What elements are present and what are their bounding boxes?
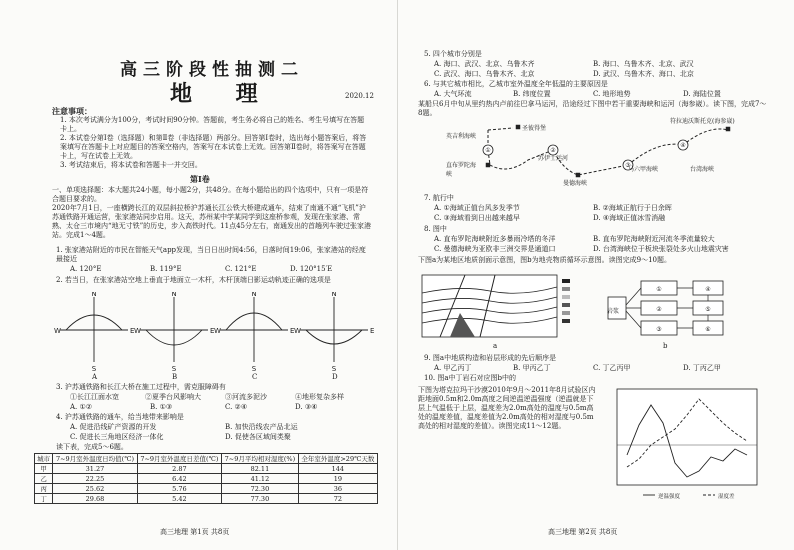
rock-cycle-figure <box>603 275 733 340</box>
q1-option-b[interactable]: B. 119°E <box>150 265 182 273</box>
table-cell: 22.25 <box>53 474 137 484</box>
table-header-row <box>35 454 378 464</box>
map-label-suez: 苏伊士运河 <box>538 155 569 162</box>
q8-option-a[interactable]: A. 直布罗陀海峡附近多暴雨冷塔的冬洋 <box>434 235 556 243</box>
svg-text:②: ② <box>656 306 662 313</box>
table-row <box>35 484 378 494</box>
chart-legend-inversion: 逆温强度 <box>658 494 681 500</box>
svg-text:N: N <box>171 292 177 298</box>
q7-option-b[interactable]: B. ②海域正航行于日余晖 <box>593 204 672 212</box>
svg-text:E: E <box>370 327 375 335</box>
q7-option-a[interactable]: A. ①海域正值台风多发季节 <box>434 204 520 212</box>
map-label-english-channel: 英吉利海峡 <box>446 133 477 140</box>
climate-table <box>34 453 378 504</box>
q3-option-d[interactable]: D. ③④ <box>295 403 318 411</box>
q6-option-b[interactable]: B. 纬度位置 <box>513 90 551 98</box>
table-cell: 31.27 <box>53 464 137 474</box>
q1-option-c[interactable]: C. 121°E <box>225 265 257 273</box>
table-cell: 19 <box>298 474 377 484</box>
table-header: 7~9月室外温度日均值(℃) <box>53 454 137 464</box>
q6-option-c[interactable]: C. 地形地势 <box>593 90 631 98</box>
table-cell: 72.30 <box>222 484 299 494</box>
svg-text:S: S <box>91 365 97 372</box>
q8-option-c[interactable]: C. 曼德海峡为亚欧非三洲交界是通道口 <box>434 245 556 253</box>
question-5: 5. 四个城市分别是 <box>424 50 482 58</box>
section-title: 第Ⅰ卷 <box>190 174 210 184</box>
svg-text:W: W <box>54 327 61 335</box>
svg-text:⑥: ⑥ <box>705 326 711 333</box>
svg-text:W: W <box>294 327 301 335</box>
table-cell: 77.30 <box>222 494 299 504</box>
table-cell: 甲 <box>35 464 53 474</box>
q3-option-a[interactable]: A. ①② <box>70 403 93 411</box>
q8-option-b[interactable]: B. 直布罗陀海峡附近河流冬季流量较大 <box>593 235 715 243</box>
table-row <box>35 494 378 504</box>
exam-subject: 地 理 <box>170 81 276 107</box>
note-2: 2. 本试卷分第Ⅰ卷（选择题）和第Ⅱ卷（非选择题）两部分。回答第Ⅰ卷时，选出每小题答案后，将答案填写在答题卡上对应题目的答案空格内，答案写在本试卷上无效。回答第Ⅱ卷时，将答案写在答题卡上，写在试卷上无效。 <box>60 134 367 160</box>
svg-text:④: ④ <box>680 142 686 149</box>
map-label-taiwan: 台湾海峡 <box>690 166 715 173</box>
q1-option-a[interactable]: A. 120°E <box>70 265 102 273</box>
svg-text:W: W <box>134 327 141 335</box>
svg-text:N: N <box>251 292 257 298</box>
q1-option-d[interactable]: D. 120°15′E <box>290 265 333 273</box>
q9-option-a[interactable]: A. 甲乙丙丁 <box>434 364 472 372</box>
svg-text:N: N <box>331 292 337 298</box>
q6-option-a[interactable]: A. 大气环流 <box>434 90 472 98</box>
svg-text:③: ③ <box>625 162 631 169</box>
table-header: 全年室外温度>29℃天数 <box>298 454 377 464</box>
q4-option-d[interactable]: D. 促使各区域间类聚 <box>225 433 291 441</box>
table-cell: 丁 <box>35 494 53 504</box>
table-cell: 2.87 <box>137 464 221 474</box>
table-intro: 读下表，完成5～6题。 <box>56 443 128 451</box>
table-cell: 5.76 <box>137 484 221 494</box>
question-8: 8. 图中 <box>424 225 447 233</box>
svg-text:E: E <box>210 327 215 335</box>
question-6: 6. 与其它城市相比，乙城市室外温度全年低温的主要原因是 <box>424 80 608 88</box>
q8-option-d[interactable]: D. 台湾海峡位于板块张裂处多火山地震灾害 <box>593 245 729 253</box>
shipping-route-map <box>428 120 773 192</box>
svg-text:①: ① <box>485 147 491 154</box>
figure-b-label: b <box>663 342 668 350</box>
table-cell: 丙 <box>35 484 53 494</box>
svg-text:W: W <box>214 327 221 335</box>
table-cell: 6.42 <box>137 474 221 484</box>
exam-date: 2020.12 <box>345 92 374 100</box>
note-3: 3. 考试结束后，将本试卷和答题卡一并交回。 <box>60 161 202 169</box>
passage-7: 某船只6月中旬从里约热内卢前往巴拿马运河，沿途经过下图中若干重要海峡和运河（海参崴）。读下图，完成7～8题。 <box>418 100 767 117</box>
q4-option-c[interactable]: C. 促进长三角地区经济一体化 <box>70 433 164 441</box>
table-cell: 5.42 <box>137 494 221 504</box>
svg-text:⑤: ⑤ <box>705 306 711 313</box>
inversion-chart <box>603 385 773 503</box>
q7-option-c[interactable]: C. ③海域看到日出越来越早 <box>434 214 520 222</box>
svg-text:③: ③ <box>656 326 662 333</box>
passage-9: 下图a为某地区地质剖面示意图，图b为地壳物质循环示意图。读图完成9～10题。 <box>418 256 672 264</box>
map-label-malacca: 马六甲海峡 <box>628 166 659 173</box>
table-header: 7~9月平均相对湿度(%) <box>222 454 299 464</box>
q3-item-3: ③河流多泥沙 <box>225 393 267 401</box>
svg-text:②: ② <box>550 147 556 154</box>
q3-option-b[interactable]: B. ①③ <box>150 403 173 411</box>
table-cell: 29.68 <box>53 494 137 504</box>
map-label-st-petersburg: 圣彼得堡 <box>522 125 547 132</box>
page-footer-2: 高三地理 第2页 共8页 <box>548 528 618 536</box>
svg-text:E: E <box>290 327 295 335</box>
q4-option-a[interactable]: A. 促进沿线矿产资源的开发 <box>70 423 157 431</box>
exam-title: 高三阶段性抽测二 <box>120 60 304 80</box>
q3-item-1: ①长江江面水宽 <box>70 393 119 401</box>
q3-item-2: ②夏季台风影响大 <box>145 393 201 401</box>
map-label-gibraltar: 直布罗陀海峡 <box>446 162 477 178</box>
question-10: 10. 图a中丁岩石对应图b中的 <box>424 374 517 382</box>
question-4: 4. 沪苏通铁路的通车，给当地带来影响是 <box>56 413 184 421</box>
q4-option-b[interactable]: B. 加快沿线农产品北运 <box>225 423 298 431</box>
q2-option-d[interactable]: D <box>332 373 338 381</box>
chart-legend-humidity: 湿度差 <box>718 494 735 500</box>
svg-text:①: ① <box>656 286 662 293</box>
question-7: 7. 航行中 <box>424 194 454 202</box>
map-label-vladivostok: 符拉迪沃斯托克(海参崴) <box>670 118 735 125</box>
section-intro: 一、单项选择题：本大题共24小题，每小题2分，共48分。在每小题给出的四个选项中，只有一项是符合题目要求的。 <box>52 186 369 203</box>
svg-text:④: ④ <box>705 286 711 293</box>
figure-a-label: a <box>493 342 498 350</box>
passage-1: 2020年7月1日，一座横跨长江的双层斜拉桥沪苏通长江公铁大桥建成通车，结束了南通不通“飞机”沪苏通铁路开通运营，张家港站同步启用。这天，苏州某中学某同学到这座桥参观，发现在张家港、常熟、太仓三市境内“地无寸铁”的历史，步入高铁时代。11点45分左右，南通发出的首趟列车驶过张家港站。完成1～4题。 <box>52 204 371 239</box>
q5-option-c[interactable]: C. 武汉、海口、乌鲁木齐、北京 <box>434 70 535 78</box>
q2-option-c[interactable]: C <box>252 373 258 381</box>
q3-item-4: ④地形复杂多样 <box>295 393 344 401</box>
svg-text:S: S <box>171 365 177 372</box>
table-cell: 72 <box>298 494 377 504</box>
exam-page-2 <box>397 0 794 550</box>
table-cell: 乙 <box>35 474 53 484</box>
table-cell: 82.11 <box>222 464 299 474</box>
table-cell: 41.12 <box>222 474 299 484</box>
table-row <box>35 464 378 474</box>
table-cell: 36 <box>298 484 377 494</box>
question-1: 1. 张家港站附近的市民在智能天气app发现，当日日出时间4:56，日落时间19:06，张家港站的经度最接近 <box>56 246 366 263</box>
table-cell: 25.62 <box>53 484 137 494</box>
table-row <box>35 474 378 484</box>
q9-option-b[interactable]: B. 甲丙乙丁 <box>513 364 551 372</box>
q9-option-c[interactable]: C. 丁乙丙甲 <box>593 364 631 372</box>
page-footer-1: 高三地理 第1页 共8页 <box>160 528 230 536</box>
svg-text:S: S <box>331 365 337 372</box>
svg-text:N: N <box>91 292 97 298</box>
q2-option-b[interactable]: B <box>172 373 178 381</box>
svg-text:E: E <box>130 327 135 335</box>
shadow-trajectory-diagrams <box>52 292 382 372</box>
q3-option-c[interactable]: C. ②④ <box>225 403 248 411</box>
table-header: 7~9月室外温度日差值(℃) <box>137 454 221 464</box>
q5-option-a[interactable]: A. 海口、武汉、北京、乌鲁木齐 <box>434 60 535 68</box>
question-3: 3. 沪苏通铁路和长江大桥在施工过程中，需克服障碍有 <box>56 383 226 391</box>
q5-option-d[interactable]: D. 武汉、乌鲁木齐、海口、北京 <box>593 70 694 78</box>
question-9: 9. 图a中地质构造和岩层形成的先后顺序是 <box>424 354 557 362</box>
svg-text:S: S <box>251 365 257 372</box>
note-1: 1. 本次考试满分为100分，考试时间90分钟。答题前，考生务必将自己的姓名、考生号填写在答题卡上。 <box>60 116 365 133</box>
table-header: 城市 <box>35 454 53 464</box>
rock-cycle-node-magma: 岩浆 <box>607 308 620 315</box>
table-cell: 144 <box>298 464 377 474</box>
q7-option-d[interactable]: D. ④海域正值冰雪消融 <box>593 214 666 222</box>
geologic-section-figure <box>420 273 580 341</box>
passage-11: 下图为塔克拉玛干沙漠2010年9月～2011年8月试验区内距地面0.5m和2.0m高度之间逆温逆温强度（逆温就是下层上气温低于上层，温度差为2.0m高处的温度与0.5m高处的温度差值，温度差值为2.0m高处的相对湿度与0.5m高处的相对湿度的差值）。读图完成11～12题。 <box>418 386 596 430</box>
map-label-mandeb: 曼德海峡 <box>563 180 588 187</box>
question-2: 2. 若当日，在张家港站空地上垂直于地面立一木杆，木杆顶端日影运动轨迹正确的选项是 <box>56 276 331 284</box>
q9-option-d[interactable]: D. 丁丙乙甲 <box>683 364 721 372</box>
notes-heading: 注意事项： <box>52 106 92 116</box>
q6-option-d[interactable]: D. 海陆位置 <box>683 90 721 98</box>
q5-option-b[interactable]: B. 海口、乌鲁木齐、北京、武汉 <box>593 60 694 68</box>
q2-option-a[interactable]: A <box>92 373 98 381</box>
